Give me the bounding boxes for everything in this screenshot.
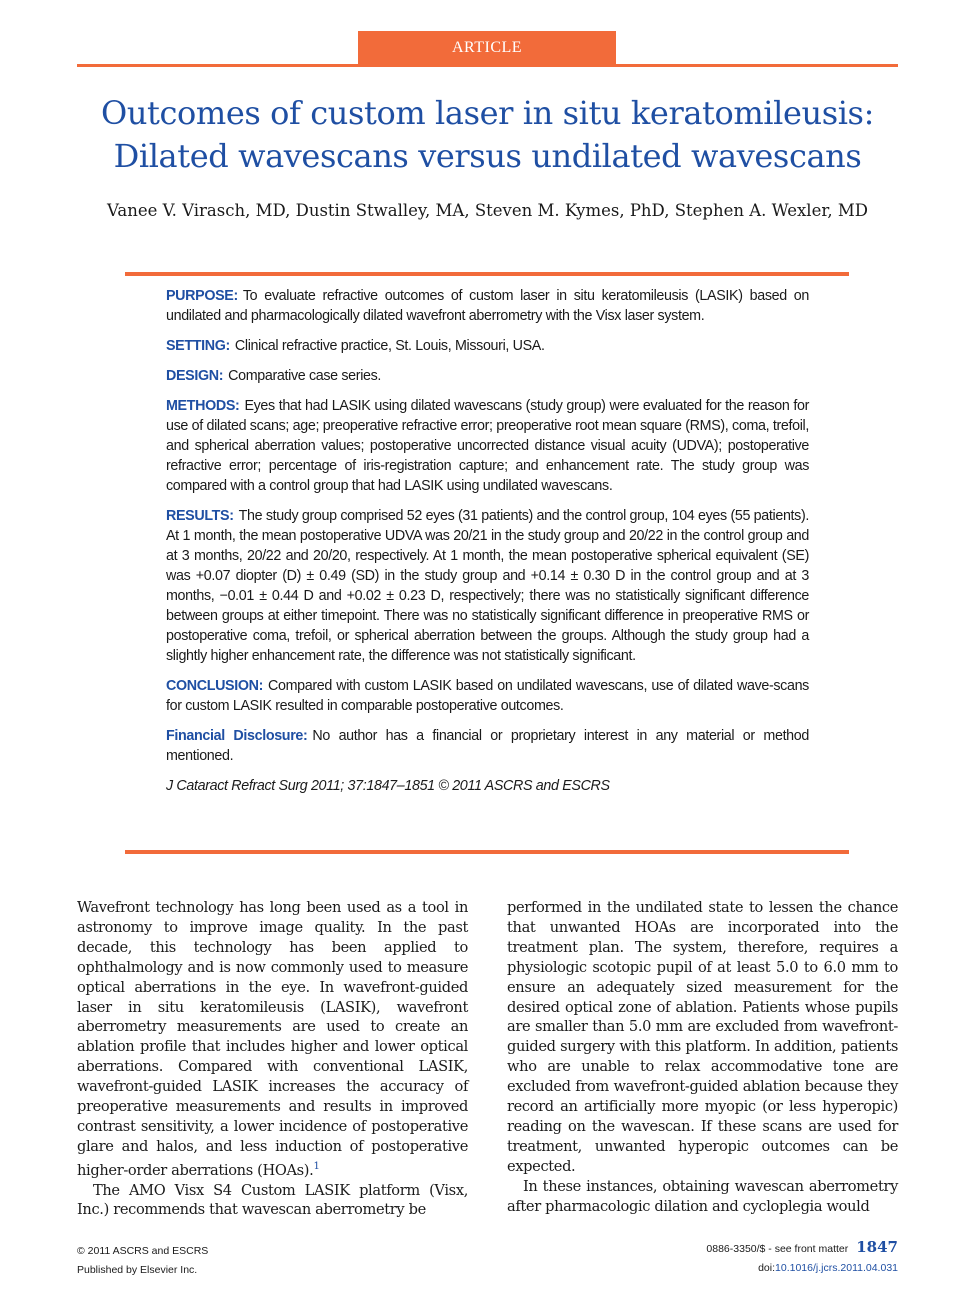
footer-right bbox=[706, 1238, 898, 1278]
title-line-2: Dilated wavescans versus undilated wavescans bbox=[113, 137, 862, 175]
design-label: DESIGN: bbox=[166, 368, 224, 384]
footer-left bbox=[77, 1242, 208, 1280]
purpose-text: To evaluate refractive outcomes of custom laser in situ keratomileusis (LASIK) based on undilated and pharmacologically dilated wavefront aberrometry with the Visx laser system. bbox=[166, 288, 809, 324]
setting-text: Clinical refractive practice, St. Louis, Missouri, USA. bbox=[234, 338, 545, 354]
paragraph-text: Wavefront technology has long been used as a tool in astronomy to improve image quality. In the past decade, this technology has been applied to ophthalmology and is now commonly used to measure optical aberrations in the eye. In wavefront-guided laser in situ keratomileusis (LASIK), wavefront aberrometry measurements are used to create an ablation profile that includes higher and lower optical aberrations. Compared with conventional LASIK, wavefront-guided LASIK increases the accuracy of preoperative measurements and results in improved contrast sensitivity, a lower incidence of postoperative glare and halos, and less induction of postoperative higher-order aberrations (HOAs). bbox=[77, 899, 468, 1179]
results-text: The study group comprised 52 eyes (31 patients) and the control group, 104 eyes (55 patients). At 1 month, the mean postoperative UDVA was 20/21 in the study group and 20/22 in the control group and at 3 months, 20/22 and 20/20, respectively. At 1 month, the mean postoperative spherical equivalent (SE) was +0.07 diopter (D) ± 0.49 (SD) in the study group and +0.14 ± 0.30 D in the control group and at 3 months, −0.01 ± 0.44 D and +0.02 ± 0.23 D, respectively; there was no statistically significant difference between groups at either timepoint. There was no statistically significant difference in preoperative RMS or postoperative coma, trefoil, or spherical aberration between the groups. Although the study group had a slightly higher enhancement rate, the difference was not statistically significant. bbox=[166, 508, 809, 664]
body-paragraph: performed in the undilated state to lessen the chance that unwanted HOAs are incorporated into the treatment plan. The system, therefore, requires a physiologic scotopic pupil of at least 5.0 to 6.0 mm to ensure an adequately sized measurement for the desired optical zone of ablation. Patients whose pupils are smaller than 5.0 mm are excluded from wavefront-guided surgery with this platform. In addition, patients who are unable to relax accommodative tone are excluded from wavefront-guided ablation because they record an artificially more myopic (or less hyperopic) reading on the wavescan. If these scans are used for treatment, unwanted hyperopic outcomes can be expected. bbox=[507, 899, 898, 1175]
abstract-purpose bbox=[166, 286, 809, 326]
abstract-disclosure bbox=[166, 726, 809, 766]
methods-text: Eyes that had LASIK using dilated wavescans (study group) were evaluated for the reason for use of dilated scans; age; preoperative refractive error; preoperative root mean square (RMS), coma, trefoil, and spherical aberration values; postoperative uncorrected distance visual acuity (UDVA); postoperative refractive error; percentage of iris-registration capture; and enhancement rate. The study group was compared with a control group that had LASIK using undilated wavescans. bbox=[166, 398, 809, 494]
header-rule bbox=[77, 64, 898, 67]
doi-link[interactable]: 10.1016/j.jcrs.2011.04.031 bbox=[775, 1262, 898, 1274]
footer-publisher: Published by Elsevier Inc. bbox=[77, 1264, 198, 1276]
author-list: Vanee V. Virasch, MD, Dustin Stwalley, MA, Steven M. Kymes, PhD, Stephen A. Wexler, MD bbox=[106, 201, 869, 220]
body-paragraph: In these instances, obtaining wavescan aberrometry after pharmacologic dilation and cycloplegia would bbox=[507, 1177, 898, 1215]
abstract-methods bbox=[166, 396, 809, 496]
results-label: RESULTS: bbox=[166, 508, 234, 524]
section-tab-label: ARTICLE bbox=[451, 39, 523, 56]
abstract-design bbox=[166, 366, 809, 386]
methods-label: METHODS: bbox=[166, 398, 240, 414]
disclosure-text: No author has a financial or proprietary interest in any material or method mentioned. bbox=[166, 728, 809, 764]
design-text: Comparative case series. bbox=[228, 368, 382, 384]
page-number: 1847 bbox=[856, 1238, 898, 1256]
section-tab bbox=[358, 31, 616, 65]
abstract-conclusion bbox=[166, 676, 809, 716]
footer-issn-line bbox=[706, 1238, 898, 1259]
setting-label: SETTING: bbox=[166, 338, 230, 354]
footer-copyright: © 2011 ASCRS and ESCRS bbox=[77, 1245, 209, 1257]
abstract-results bbox=[166, 506, 809, 666]
footer-doi-line bbox=[706, 1259, 898, 1278]
body-paragraph bbox=[77, 898, 468, 1181]
footer-issn: 0886-3350/$ - see front matter bbox=[706, 1243, 849, 1255]
abstract-top-rule bbox=[125, 272, 849, 276]
title-line-1: Outcomes of custom laser in situ keratomileusis: bbox=[101, 94, 874, 132]
journal-citation: J Cataract Refract Surg 2011; 37:1847–1851 © 2011 ASCRS and ESCRS bbox=[166, 778, 610, 794]
disclosure-label: Financial Disclosure: bbox=[166, 728, 308, 744]
conclusion-label: CONCLUSION: bbox=[166, 678, 264, 694]
doi-prefix: doi: bbox=[758, 1262, 776, 1274]
reference-link[interactable]: 1 bbox=[313, 1160, 320, 1172]
abstract-bottom-rule bbox=[125, 850, 849, 854]
conclusion-text: Compared with custom LASIK based on undilated wavescans, use of dilated wave-scans for custom LASIK resulted in comparable postoperative outcomes. bbox=[166, 678, 809, 714]
body-column-right bbox=[507, 898, 898, 1217]
abstract bbox=[166, 286, 809, 806]
body-paragraph: The AMO Visx S4 Custom LASIK platform (Visx, Inc.) recommends that wavescan aberrometry be bbox=[77, 1181, 468, 1219]
abstract-setting bbox=[166, 336, 809, 356]
purpose-label: PURPOSE: bbox=[166, 288, 238, 304]
body-column-left bbox=[77, 898, 468, 1220]
article-title bbox=[60, 92, 915, 178]
